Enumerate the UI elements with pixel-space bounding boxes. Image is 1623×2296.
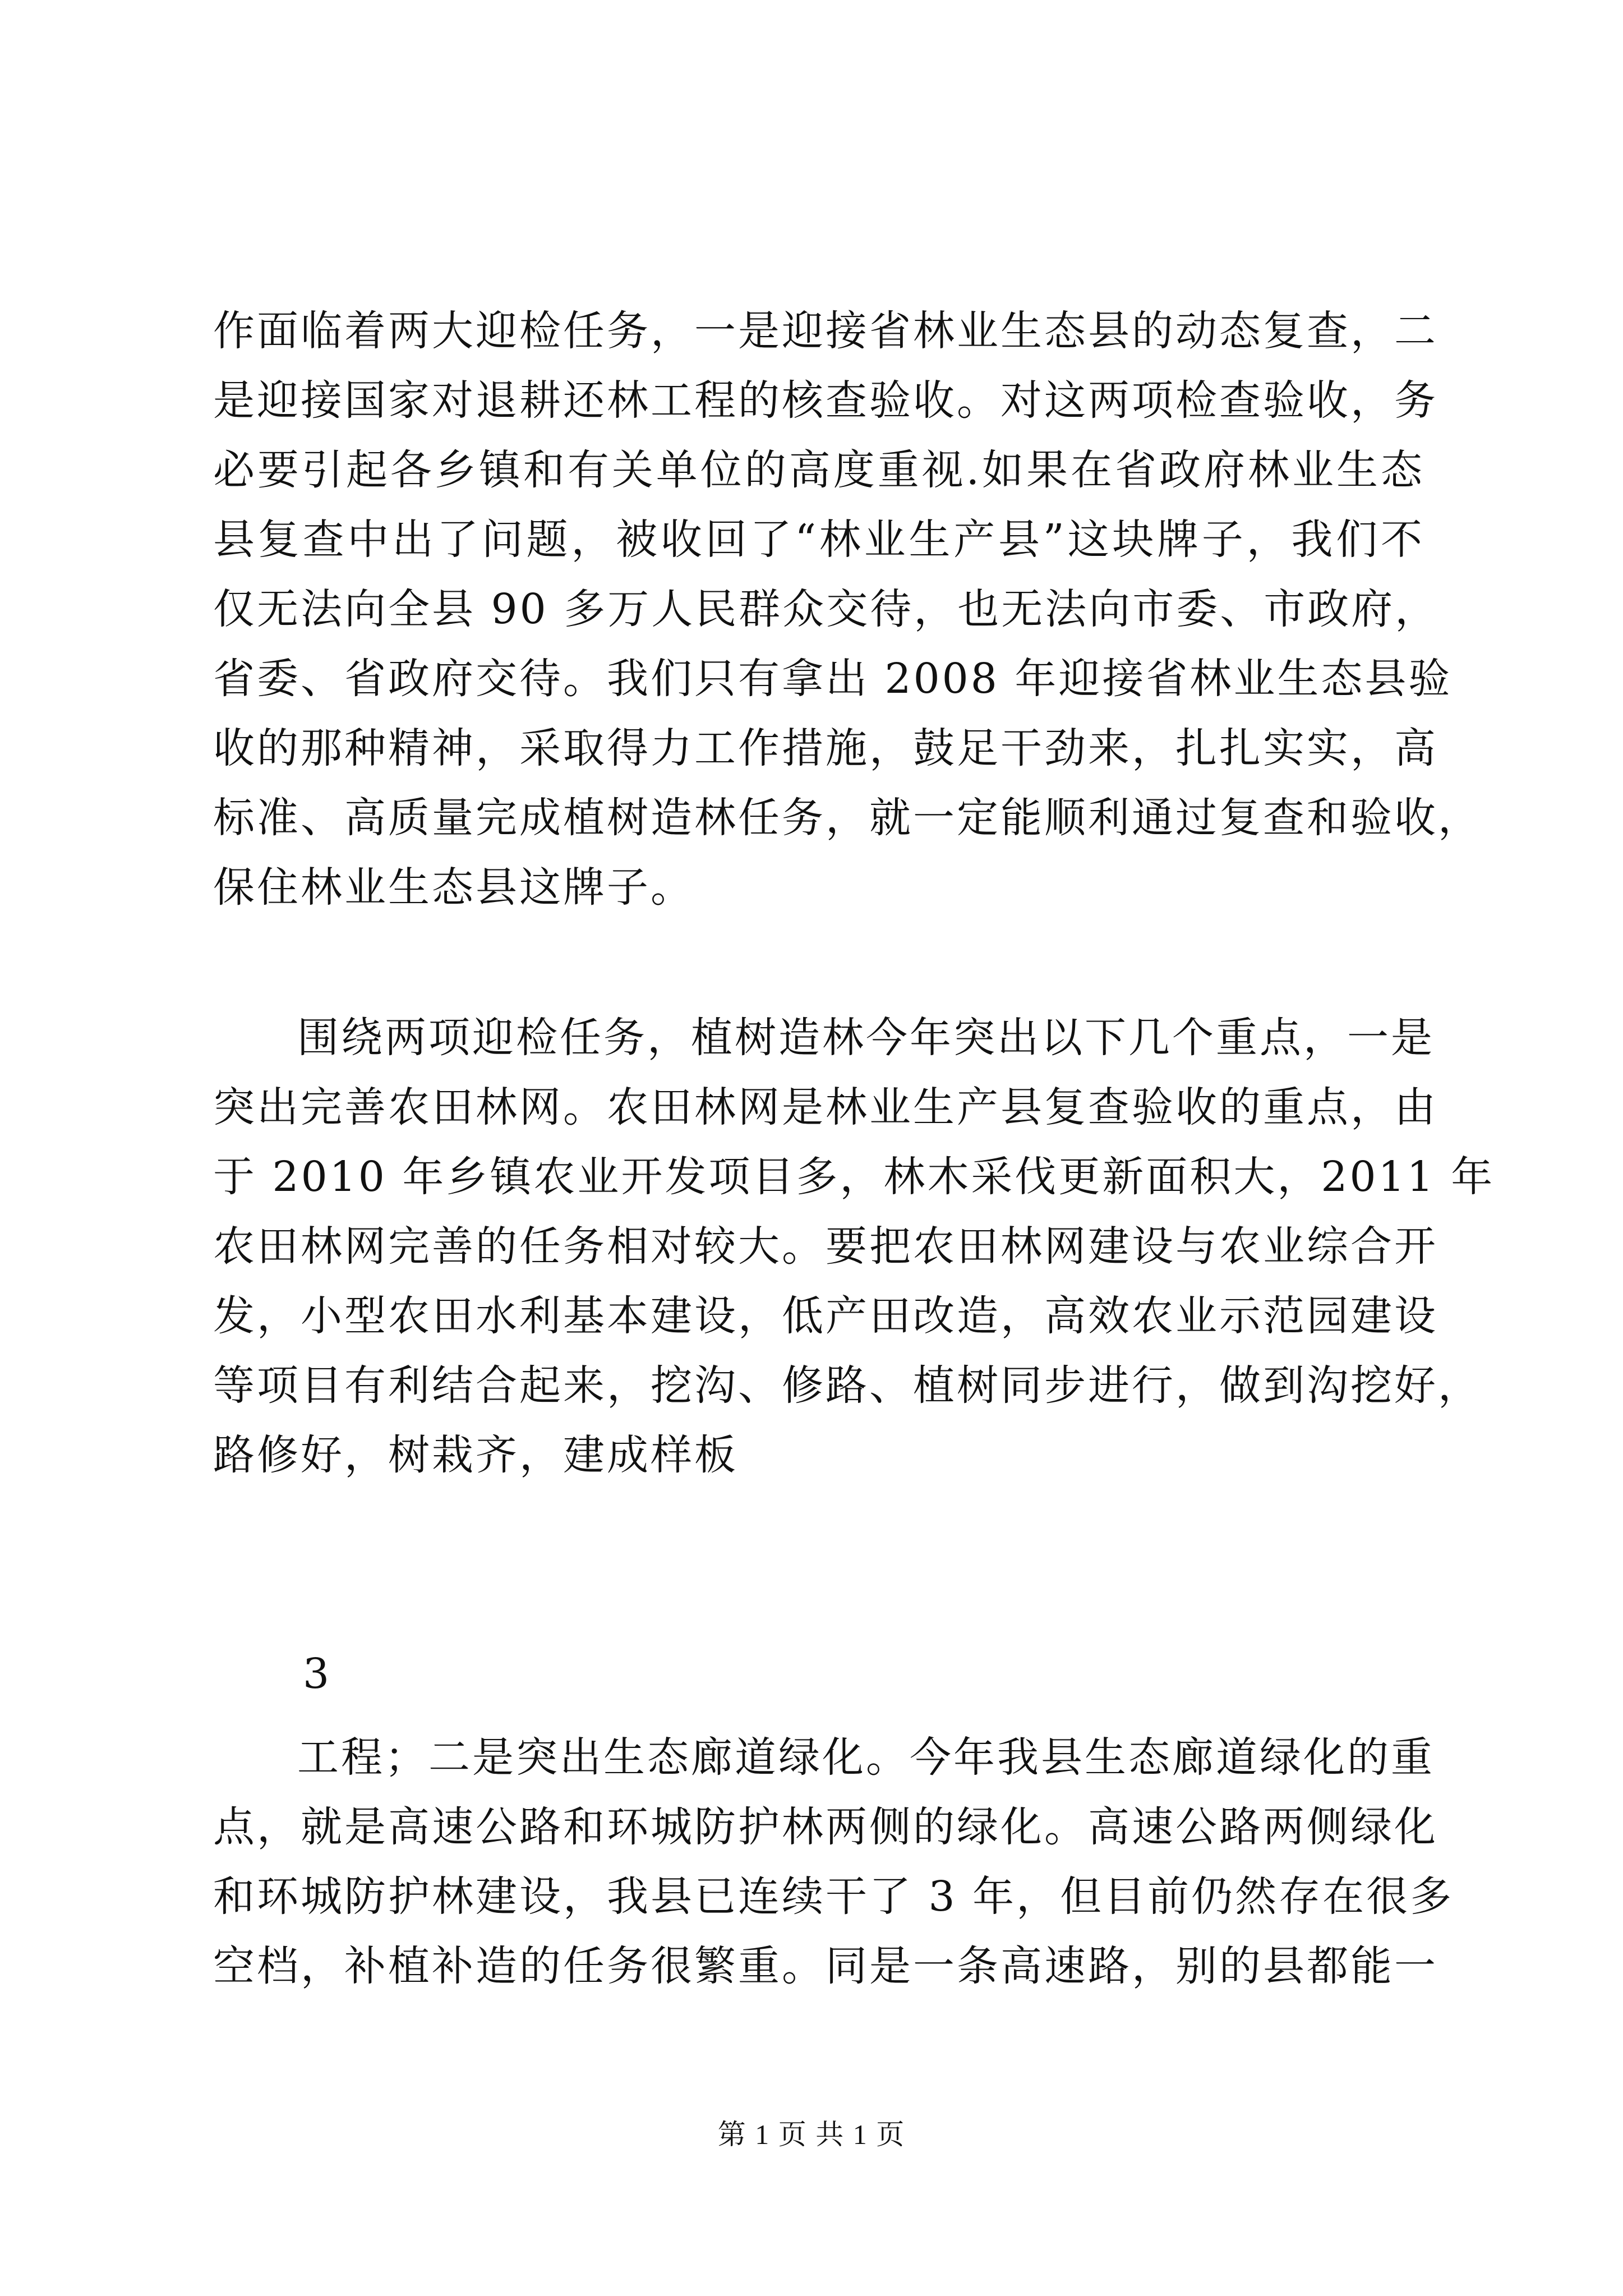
paragraph-3	[213, 1723, 1454, 2001]
text-line: 和环城防护林建设，我县已连续干了 3 年，但目前仍然存在很多	[213, 1872, 1454, 1921]
text-line: 点，就是高速公路和环城防护林两侧的绿化。高速公路两侧绿化	[213, 1803, 1438, 1851]
text-line: 突出完善农田林网。农田林网是林业生产县复查验收的重点，由	[213, 1083, 1438, 1131]
page-footer: 第 1 页 共 1 页	[717, 2119, 906, 2150]
text-line: 空档，补植补造的任务很繁重。同是一条高速路，别的县都能一	[213, 1942, 1438, 1990]
text-line: 路修好，树栽齐，建成样板	[213, 1431, 738, 1479]
text-line: 保住林业生态县这牌子。	[213, 863, 694, 912]
text-line-indented: 工程；二是突出生态廊道绿化。今年我县生态廊道绿化的重	[297, 1733, 1435, 1782]
text-line: 省委、省政府交待。我们只有拿出 2008 年迎接省林业生态县验	[213, 655, 1453, 703]
paragraph-1	[213, 296, 1482, 922]
text-line: 等项目有利结合起来，挖沟、修路、植树同步进行，做到沟挖好，	[213, 1361, 1482, 1410]
text-line: 县复查中出了问题，被收回了“林业生产县”这块牌子，我们不	[213, 516, 1424, 564]
paragraph-2	[213, 1003, 1495, 1490]
text-line: 收的那种精神，采取得力工作措施，鼓足干劲来，扎扎实实，高	[213, 724, 1438, 772]
inline-page-number: 3	[303, 1650, 330, 1698]
text-line-indented: 围绕两项迎检任务，植树造林今年突出以下几个重点，一是	[297, 1014, 1435, 1062]
text-line: 必要引起各乡镇和有关单位的高度重视.如果在省政府林业生态	[213, 446, 1424, 494]
text-line: 仅无法向全县 90 多万人民群众交待，也无法向市委、市政府，	[213, 585, 1439, 633]
text-line: 于 2010 年乡镇农业开发项目多，林木采伐更新面积大，2011 年	[213, 1153, 1495, 1201]
text-line: 农田林网完善的任务相对较大。要把农田林网建设与农业综合开	[213, 1222, 1438, 1271]
text-line: 标准、高质量完成植树造林任务，就一定能顺利通过复查和验收，	[213, 794, 1482, 842]
text-line: 发，小型农田水利基本建设，低产田改造，高效农业示范园建设	[213, 1292, 1438, 1340]
text-line: 是迎接国家对退耕还林工程的核查验收。对这两项检查验收，务	[213, 376, 1438, 425]
text-line: 作面临着两大迎检任务，一是迎接省林业生态县的动态复查，二	[213, 307, 1438, 355]
